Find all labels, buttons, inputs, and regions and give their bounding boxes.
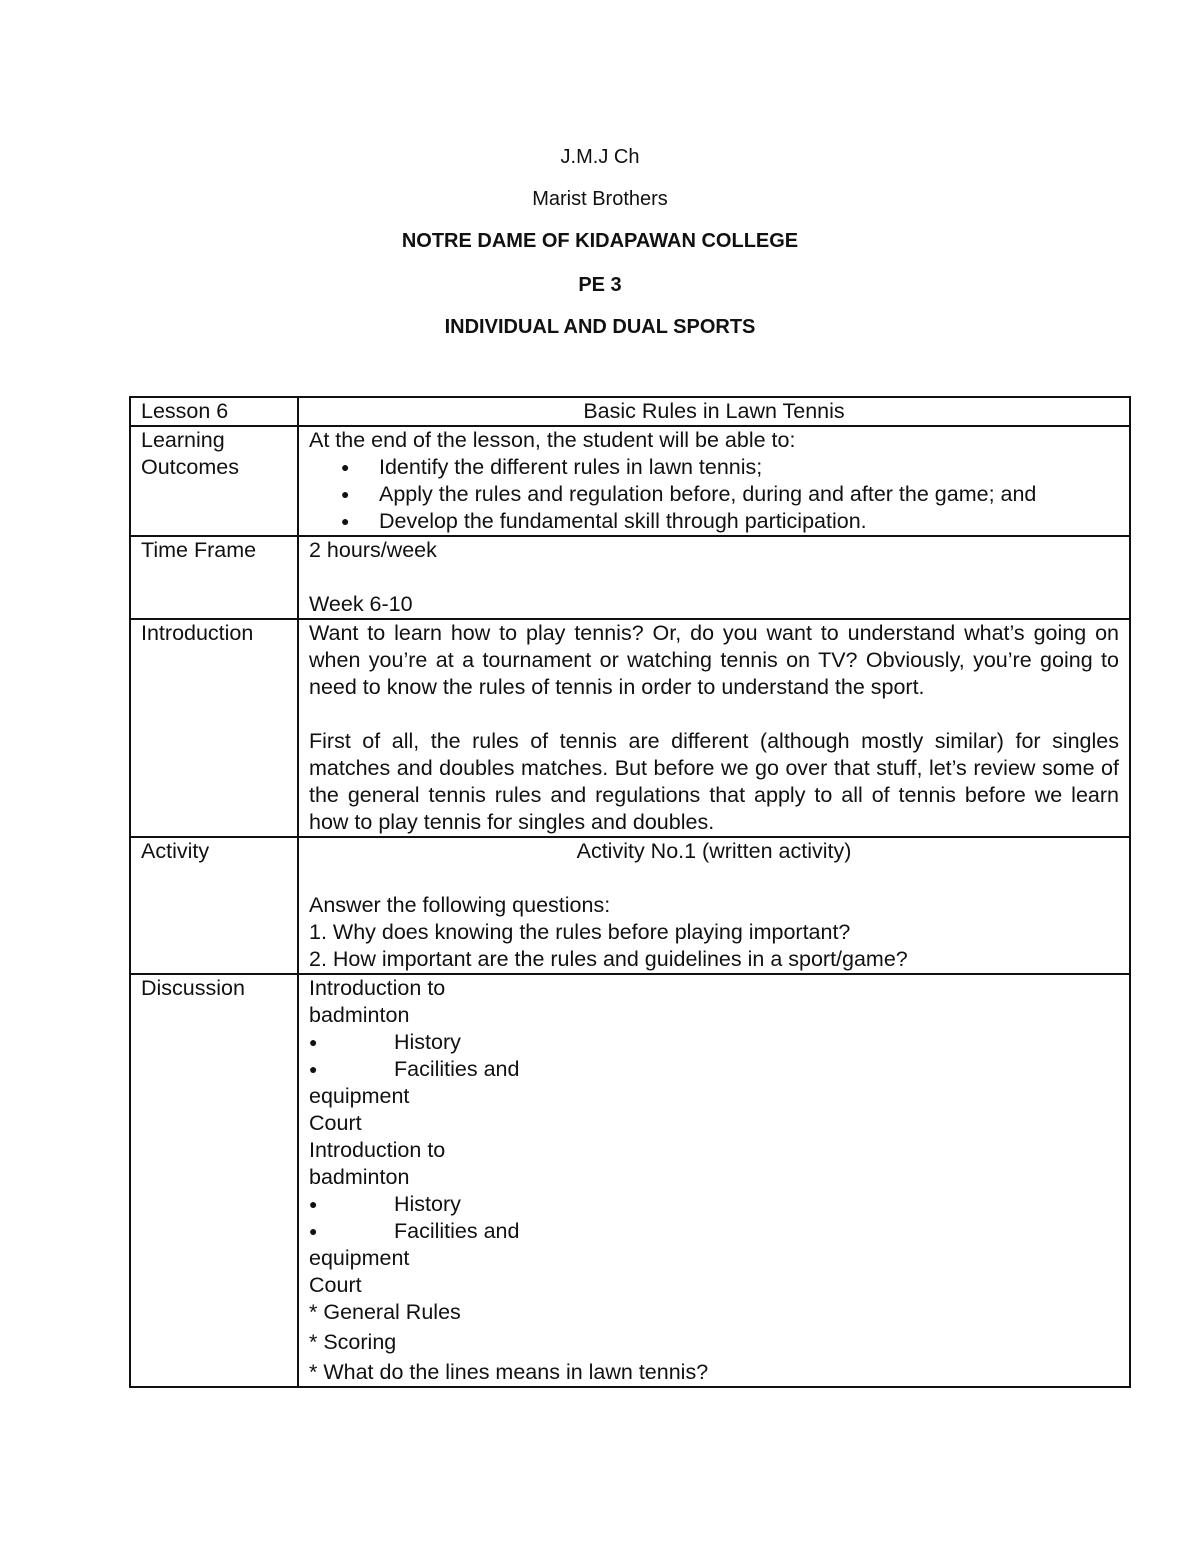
timeframe-content [298, 536, 1130, 619]
activity-question-1: 1. Why does knowing the rules before playing important? [309, 920, 851, 944]
lesson-title: Basic Rules in Lawn Tennis [298, 397, 1130, 426]
outcomes-content [298, 426, 1130, 536]
timeframe-label: Time Frame [130, 536, 298, 619]
discussion-court: Court [309, 1111, 362, 1135]
row-outcomes [130, 426, 1130, 536]
discussion-court: Court [309, 1273, 362, 1297]
school-name: NOTRE DAME OF KIDAPAWAN COLLEGE [401, 230, 799, 252]
list-item: ● Apply the rules and regulation before, during and after the game; and [309, 481, 1119, 508]
discussion-general-rules: * General Rules [309, 1300, 461, 1324]
row-discussion [130, 974, 1130, 1387]
introduction-paragraph-2: First of all, the rules of tennis are different (although mostly similar) for singles matches and doubles matches. But before we go over that stuff, let’s review some of the general tennis rules and regulations that apply to all of tennis before we learn how to play tennis for singles and doubles. [309, 729, 1119, 834]
outcomes-label-line2: Outcomes [141, 455, 239, 479]
list-item: ● History [309, 1191, 559, 1218]
discussion-intro-line: Introduction to [309, 1138, 446, 1162]
discussion-intro-line: Introduction to [309, 976, 446, 1000]
list-item: ● Develop the fundamental skill through participation. [309, 508, 1119, 535]
discussion-intro-topic: badminton [309, 1003, 410, 1027]
introduction-label: Introduction [130, 619, 298, 837]
lesson-label: Lesson 6 [130, 397, 298, 426]
activity-prompt: Answer the following questions: [309, 893, 611, 917]
outcomes-label-line1: Learning [141, 428, 225, 452]
row-timeframe [130, 536, 1130, 619]
activity-title: Activity No.1 (written activity) [576, 839, 852, 863]
discussion-label: Discussion [130, 974, 298, 1387]
lesson-table [129, 396, 1131, 1388]
list-item: ● Facilities and [309, 1056, 559, 1083]
row-introduction [130, 619, 1130, 837]
activity-label: Activity [130, 837, 298, 974]
list-item: ● History [309, 1029, 559, 1056]
discussion-block-1 [309, 975, 559, 1137]
activity-content [298, 837, 1130, 974]
row-lesson [130, 397, 1130, 426]
list-item: ● Identify the different rules in lawn tennis; [309, 454, 1119, 481]
discussion-lines-question: * What do the lines means in lawn tennis? [309, 1360, 709, 1384]
header-line-marist: Marist Brothers [532, 188, 668, 210]
timeframe-weeks: Week 6-10 [309, 592, 413, 616]
discussion-equipment: equipment [309, 1246, 410, 1270]
introduction-content [298, 619, 1130, 837]
discussion-intro-topic: badminton [309, 1165, 410, 1189]
header-line-jmj: J.M.J Ch [560, 146, 640, 168]
outcomes-intro: At the end of the lesson, the student will be able to: [309, 428, 796, 452]
outcomes-list [309, 454, 1119, 535]
outcomes-label [130, 426, 298, 536]
discussion-block-2 [309, 1137, 559, 1299]
discussion-scoring: * Scoring [309, 1330, 397, 1354]
row-activity [130, 837, 1130, 974]
introduction-paragraph-1: Want to learn how to play tennis? Or, do you want to understand what’s going on when you’re at a tournament or watching tennis on TV? Obviously, you’re going to need to know the rules of tennis in order to understand the sport. [309, 621, 1119, 699]
course-code: PE 3 [578, 274, 622, 296]
discussion-content [298, 974, 1130, 1387]
list-item: ● Facilities and [309, 1218, 559, 1245]
timeframe-hours: 2 hours/week [309, 538, 437, 562]
discussion-equipment: equipment [309, 1084, 410, 1108]
subject-title: INDIVIDUAL AND DUAL SPORTS [444, 316, 756, 338]
activity-question-2: 2. How important are the rules and guidelines in a sport/game? [309, 947, 908, 971]
